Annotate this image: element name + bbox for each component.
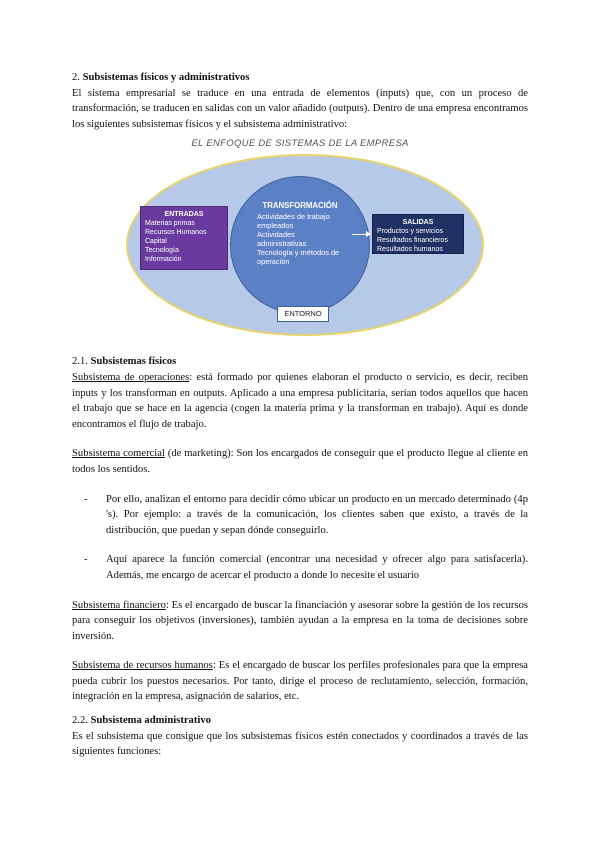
transformation-title: TRANSFORMACIÓN <box>262 201 338 211</box>
hr-label: Subsistema de recursos humanos <box>72 660 213 672</box>
input-item: Recursos Humanos <box>145 229 207 237</box>
systems-diagram <box>72 136 528 346</box>
input-item: Información <box>145 256 182 264</box>
transformation-item: Actividades <box>257 230 295 240</box>
outputs-box <box>372 214 464 254</box>
transformation-item: Tecnología y métodos de <box>257 248 340 258</box>
bullet-text: Aquí aparece la función comercial (encontrar una necesidad y ofrecer algo para satisfacerla). Además, me encargo de acercar el producto a donde lo necesite el usuario <box>106 554 528 581</box>
operations-paragraph <box>72 370 528 432</box>
section-2-heading <box>72 70 528 86</box>
environment-label: ENTORNO <box>277 306 329 322</box>
inputs-title: ENTRADAS <box>164 211 204 219</box>
section-title: Subsistemas físicos y administrativos <box>82 72 250 83</box>
commercial-paragraph <box>72 446 528 477</box>
input-item: Tecnología <box>145 247 179 255</box>
hr-text: : Es el encargado de buscar los perfiles profesionales para que la empresa pueda cubrir los puestos necesarios. Por tanto, dirige el proceso de reclutamiento, selección, formación, integración en la empresa, asignación de salarios, etc. <box>72 660 529 703</box>
operations-text: : está formado por quienes elaboran el producto o servicio, es decir, reciben inputs y los transforman en outputs. Aplicado a una empresa publicitaria, serían todos aquellos que hacen el trabajo que se hace en la agencia (cogen la materia prima y la transforman en trabajo). Aquí es donde encontramos el flujo de trabajo. <box>72 371 528 430</box>
section-2-1-heading <box>72 354 528 370</box>
inputs-box <box>140 206 228 270</box>
administrative-paragraph: Es el subsistema que consigue que los subsistemas físicos estén conectados y coordinados a través de las siguientes funciones: <box>72 730 528 758</box>
bullet-text: Por ello, analizan el entorno para decidir cómo ubicar un producto en un mercado determinado (4p 's). Por ejemplo: a través de la comunicación, los clientes saben que existo, a través de la distribución, que puedan y sepan dónde conseguirlo. <box>106 493 528 536</box>
section-2-intro: El sistema empresarial se traduce en una entrada de elementos (inputs) que, con un proceso de transformación, se traducen en salidas con un valor añadido (outputs). Dentro de una empresa encontramos los siguientes subsistemas físicos y el subsistema administrativo: <box>72 87 528 130</box>
operations-label: Subsistema de operaciones <box>72 371 190 383</box>
section-number: 2. <box>72 72 80 83</box>
input-item: Materias primas <box>145 220 195 228</box>
arrow-right-icon <box>352 234 370 235</box>
section-number: 2.2. <box>72 715 88 727</box>
financial-label: Subsistema financiero <box>72 599 166 611</box>
diagram-title: EL ENFOQUE DE SISTEMAS DE LA EMPRESA <box>191 138 409 150</box>
section-title: Subsistemas físicos <box>90 356 177 368</box>
transformation-item: Actividades de trabajo <box>257 212 330 222</box>
output-item: Resultados humanos <box>377 246 443 254</box>
list-item: - Aquí aparece la función comercial (encontrar una necesidad y ofrecer algo para satisfacerla). Además, me encargo de acercar el producto a donde lo necesite el usuario <box>84 552 528 583</box>
section-title: Subsistema administrativo <box>90 715 211 727</box>
output-item: Resultados financieros <box>377 237 448 245</box>
commercial-text: (de marketing): Son los encargados de conseguir que el producto llegue al cliente en todos los sentidos. <box>72 448 529 475</box>
transformation-item: empleados <box>257 221 294 231</box>
output-item: Productos y servicios <box>377 228 444 236</box>
transformation-item: administrativas <box>257 239 307 249</box>
section-number: 2.1. <box>72 356 88 368</box>
section-2-2-heading <box>72 713 528 729</box>
commercial-label: Subsistema comercial <box>72 448 165 460</box>
input-item: Capital <box>145 238 167 246</box>
financial-text: : Es el encargado de buscar la financiación y asesorar sobre la gestión de los recursos para conseguir los objetivos (inversiones), también ayudan a la empresa en la toma de decisiones sobre inversión. <box>72 599 528 642</box>
list-item: - Por ello, analizan el entorno para decidir cómo ubicar un producto en un mercado determinado (4p 's). Por ejemplo: a través de la comunicación, los clientes saben que existo, a través de la distribución, que puedan y sepan dónde conseguirlo. <box>84 492 528 539</box>
transformation-circle <box>230 176 370 314</box>
hr-paragraph <box>72 658 528 705</box>
financial-paragraph <box>72 598 528 645</box>
transformation-item: operación <box>257 257 290 267</box>
document-page <box>72 70 528 760</box>
outputs-title: SALIDAS <box>402 219 434 227</box>
